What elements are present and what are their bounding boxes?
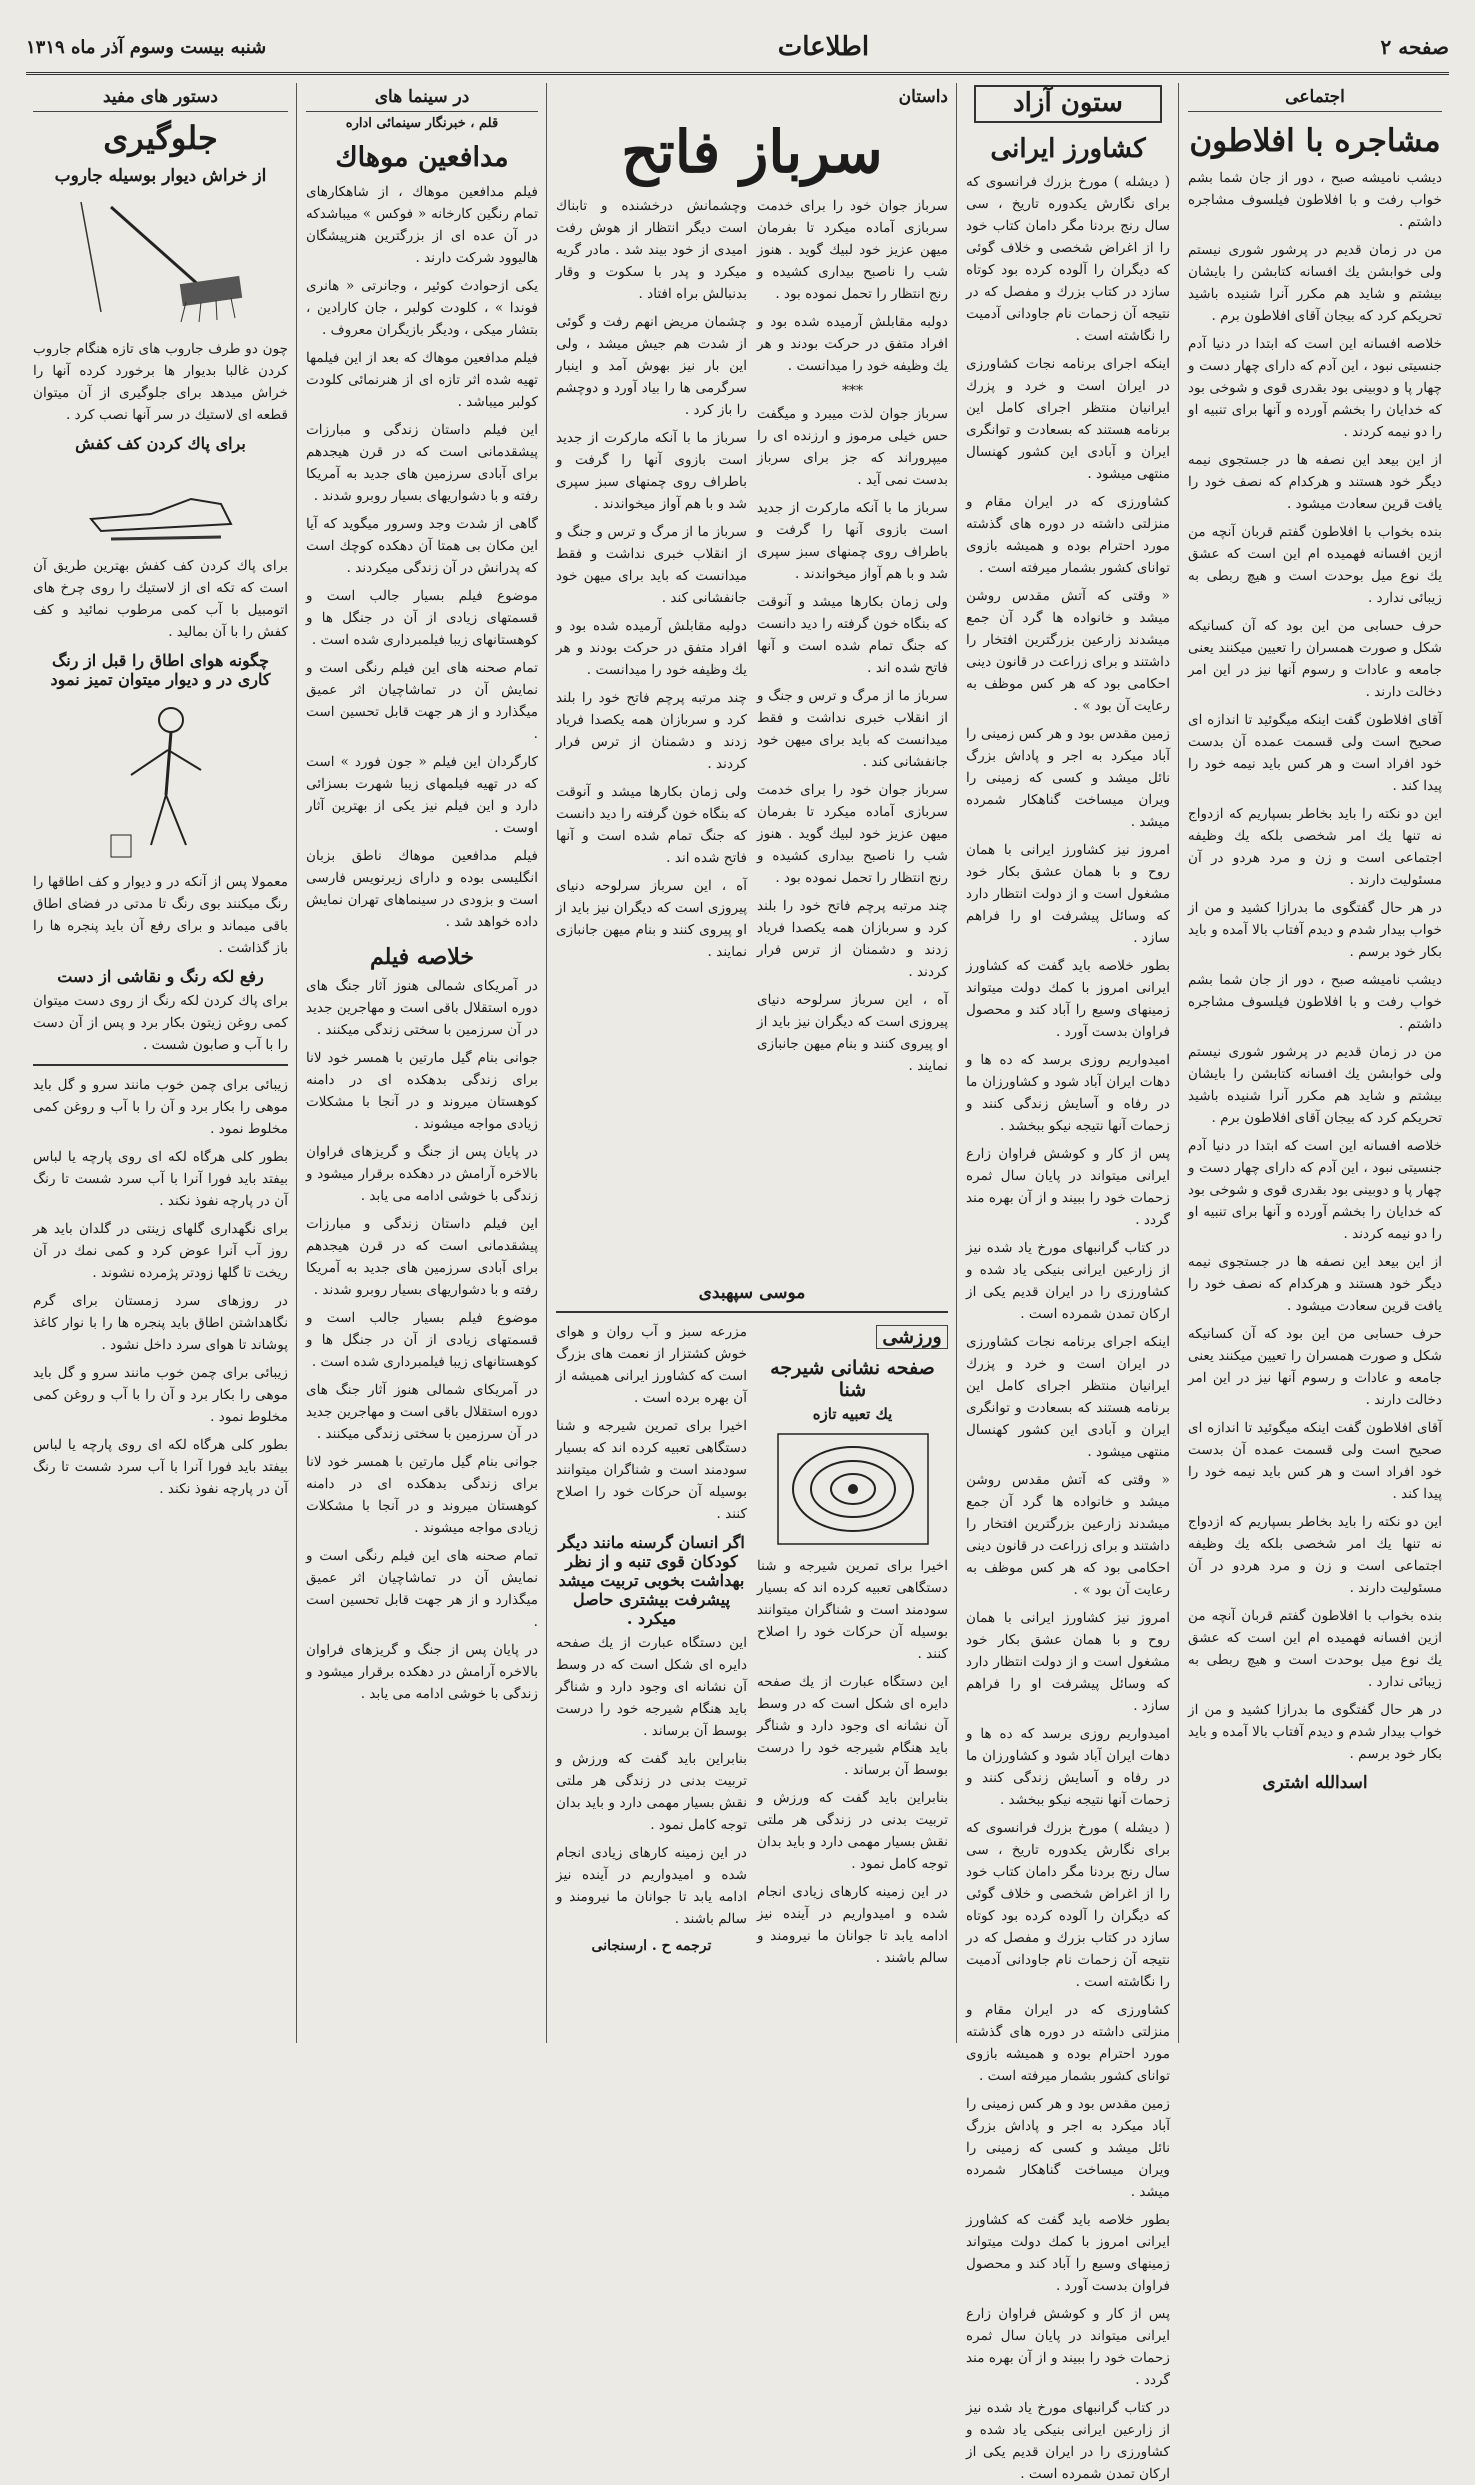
sports-subcolumn [757, 1321, 948, 2021]
article-title: کشاورز ایرانی [990, 133, 1146, 164]
paragraph: من در زمان قدیم در پرشور شوری نیستم ولی خوابشن یك افسانه کتابشن را بایشان بیشتم و شاید هم مکرر آنرا شنیده باشید تحریکم کرد که بیجان آقای افلاطون برم . [1188, 241, 1442, 324]
article-title: مشاجره با افلاطون [1189, 123, 1441, 159]
paragraph: سرباز ما از مرگ و ترس و جنگ و از انقلاب خبری نداشت و فقط میدانست که باید برای میهن خود جانفشانی کند . [757, 687, 948, 770]
paragraph: بطور کلی هرگاه لکه ای روی پارچه یا لباس بیفتد باید فورا آنرا با آب سرد شست تا رنگ آن در پارچه نفوذ نکند . [33, 1149, 288, 1209]
article-subtitle: از خراش دیوار بوسیله جاروب [54, 166, 267, 186]
paragraph: سرباز ما با آنکه مارکرت از جدید است بازوی آنها را گرفت و باطراف روی چمنهای سبز سپری شد و با هم آواز میخواندند . [757, 499, 948, 582]
paragraph: دیشب نامیشه صبح ، دور از جان شما بشم خواب رفت و با افلاطون فیلسوف مشاجره داشتم . [1188, 169, 1442, 230]
column-rule [546, 83, 547, 2043]
sports-subcolumn [556, 1321, 747, 2021]
article-title: مدافعین موهاك [335, 142, 509, 173]
paragraph: تمام صحنه های این فیلم رنگی است و نمایش آن در تماشاچیان اثر عمیق میگذارد و از هر جهت قابل تحسین است . [306, 659, 538, 742]
paragraph: سرباز جوان لذت میبرد و میگفت حس خیلی مرموز و ارزنده ای را میپروراند که جز برای سرباز بدست نمی آید . [757, 405, 948, 488]
paragraph: بنده بخواب با افلاطون گفتم قربان آنچه من ازین افسانه فهمیده ام این است که عشق یك نوع میل بوحدت است و هیچ ربطی به زیبائی ندارد . [1188, 523, 1442, 606]
page-number: صفحه ۲ [1380, 35, 1449, 59]
paragraph: در هر حال گفتگوی ما بدرازا کشید و من از خواب بیدار شدم و دیدم آفتاب بالا آمده و باید بکار خود برسم . [1188, 899, 1442, 960]
paragraph: این دستگاه عبارت از یك صفحه دایره ای شکل است که در وسط آن نشانه ای وجود دارد و شناگر باید هنگام شیرجه خود را درست بوسط آن برساند . [757, 1673, 948, 1778]
paragraph: در کتاب گرانبهای مورخ یاد شده نیز از زارعین ایرانی بنیکی یاد شده و کشاورزی را در ایران قدیم یکی از ارکان تمدن شمرده است . [966, 1240, 1170, 1323]
paragraph: چشمان مریض انهم رفت و گوئی از شدت هم جیش میشد ، ولی این بار نیز بهوش آمد و اینبار سرگرمی ها را بیاد آورد و دوچشم را باز کرد . [556, 313, 747, 418]
broom-illustration [61, 192, 261, 332]
paragraph: سرباز ما از مرگ و ترس و جنگ و از انقلاب خبری نداشت و فقط میدانست که باید برای میهن خود جانفشانی کند . [556, 523, 747, 606]
paragraph: در آمریکای شمالی هنوز آثار جنگ های دوره استقلال باقی است و مهاجرین جدید در آن سرزمین با سختی زندگی میکنند . [306, 978, 538, 1039]
paragraph: ( دیشله ) مورخ بزرك فرانسوی که برای نگارش یکدوره تاریخ ، سی سال رنج بردنا مگر دامان کتاب خود را از اغراض شخصی و خلاف گوئی که دیگران را آلوده کرده بود کوتاه سازد در کتاب بزرك و مفصل که در نتیجه آن زحمات نام جاودانی آدمیت را نگاشته است . [966, 174, 1170, 345]
column-social [1181, 83, 1449, 2043]
column-useful-tips [26, 83, 295, 2043]
section-label: اجتماعی [1188, 83, 1442, 112]
sports-banner: ورزشی [876, 1325, 948, 1349]
sports-title: صفحه نشانی شیرجه شنا [770, 1356, 935, 1401]
paragraph: جوانی بنام گیل مارتین با همسر خود لانا برای زندگی بدهکده ای در دامنه کوهستان میروند و در آنجا با مشکلات زیادی مواجه میشوند . [306, 1454, 538, 1537]
story-body [556, 195, 948, 1275]
paragraph: این فیلم داستان زندگی و مبارزات پیشقدمانی است که در قرن هیجدهم برای آبادی سرزمین های جدید به آمریکا رفته و با دشواریهای بسیار روبرو شدند . [306, 1216, 538, 1299]
column-story [549, 83, 955, 2043]
paragraph: من در زمان قدیم در پرشور شوری نیستم ولی خوابشن یك افسانه کتابشن را بایشان بیشتم و شاید هم مکرر آنرا شنیده باشید تحریکم کرد که بیجان آقای افلاطون برم . [1188, 1043, 1442, 1126]
paragraph: در این زمینه کارهای زیادی انجام شده و امیدواریم در آینده نیز ادامه یابد تا جوانان ما نیرومند و سالم باشند . [757, 1883, 948, 1966]
paragraph: بطور کلی هرگاه لکه ای روی پارچه یا لباس بیفتد باید فورا آنرا با آب سرد شست تا رنگ آن در پارچه نفوذ نکند . [33, 1437, 288, 1497]
paragraph: آقای افلاطون گفت اینکه میگوئید تا اندازه ای صحیح است ولی قسمت عمده آن بدست خود افراد است و هر کس باید نیمه خود را پیدا کند . [1188, 1419, 1442, 1502]
paragraph: بنابراین باید گفت که ورزش و تربیت بدنی در زندگی هر ملتی نقش بسیار مهمی دارد و باید بدان توجه کامل نمود . [757, 1789, 948, 1872]
paragraph: چون دو طرف جاروب های تازه هنگام جاروب کردن غالبا بدیوار ها برخورد کرده آنها را خراش میدهد برای جلوگیری از آن میتوان قطعه ای لاستیك در سر آنها نصب کرد . [33, 341, 288, 423]
painter-illustration [71, 695, 251, 865]
paragraph: امیدواریم روزی برسد که ده ها و دهات ایران آباد شود و کشاورزان ما در رفاه و آسایش زندگی کنند و زحمات آنها نتیجه نیکو ببخشد . [966, 1052, 1170, 1135]
paragraph: در هر حال گفتگوی ما بدرازا کشید و من از خواب بیدار شدم و دیدم آفتاب بالا آمده و باید بکار خود برسم . [1188, 1701, 1442, 1762]
sports-subtitle: یك تعبیه تازه [812, 1404, 893, 1423]
paragraph: برای نگهداری گلهای زینتی در گلدان باید هر روز آب آنرا عوض کرد و کمی نمك در آن ریخت تا گلها زودتر پژمرده نشوند . [33, 1221, 288, 1281]
paragraph: امروز نیز کشاورز ایرانی با همان روح و با همان عشق بکار خود مشغول است و از دولت انتظار دارد که وسائل پیشرفت او را فراهم سازد . [966, 1610, 1170, 1715]
sports-section [556, 1321, 948, 2021]
paragraph: کشاورزی که در ایران مقام و منزلتی داشته در دوره های گذشته مورد احترام بوده و همیشه بازوی توانای کشور بشمار میرفته است . [966, 2002, 1170, 2085]
paragraph: پس از کار و کوشش فراوان زارع ایرانی میتواند در پایان سال ثمره زحمات خود را ببیند و از آن بهره مند گردد . [966, 1146, 1170, 1229]
paragraph: مزرعه سبز و آب روان و هوای خوش کشتزار از نعمت های بزرگ است که کشاورز ایرانی همیشه از آن بهره برده است . [556, 1323, 747, 1406]
tip-heading: برای پاك کردن کف کفش [75, 434, 246, 453]
diving-target-illustration [768, 1429, 938, 1549]
paragraph: « وقتی که آتش مقدس روشن میشد و خانواده ها گرد آن جمع میشدند زارعین بزرگترین افتخار را داشتند و برای زراعت در قانون دینی احکامی بود که هر کس موظف به رعایت آن بود » . [966, 1472, 1170, 1599]
paragraph: چند مرتبه پرچم فاتح خود را بلند کرد و سربازان همه یکصدا فریاد زدند و دشمنان از ترس فرار کردند . [556, 689, 747, 772]
section-label: در سینما های [306, 83, 538, 112]
paragraph: سرباز ما با آنکه مارکرت از جدید است بازوی آنها را گرفت و باطراف روی چمنهای سبز سپری شد و با هم آواز میخواندند . [556, 429, 747, 512]
paragraph: ( دیشله ) مورخ بزرك فرانسوی که برای نگارش یکدوره تاریخ ، سی سال رنج بردنا مگر دامان کتاب خود را از اغراض شخصی و خلاف گوئی که دیگران را آلوده کرده بود کوتاه سازد در کتاب بزرك و مفصل که در نتیجه آن زحمات نام جاودانی آدمیت را نگاشته است . [966, 1820, 1170, 1991]
paragraph: زمین مقدس بود و هر کس زمینی را آباد میکرد به اجر و پاداش بزرگ نائل میشد و کسی که زمینی را ویران میساخت گناهکار شمرده میشد . [966, 2096, 1170, 2201]
paragraph: فیلم مدافعین موهاك ناطق بزبان انگلیسی بوده و دارای زیرنویس فارسی است و بزودی در سینماهای تهران نمایش داده خواهد شد . [306, 847, 538, 930]
paragraph: حرف حسابی من این بود که آن کسانیکه شکل و صورت همسران را تعیین میکنند یعنی جامعه و عادات و رسوم آنها نیز در این امر دخالت دارند . [1188, 617, 1442, 700]
paragraph: حرف حسابی من این بود که آن کسانیکه شکل و صورت همسران را تعیین میکنند یعنی جامعه و عادات و رسوم آنها نیز در این امر دخالت دارند . [1188, 1325, 1442, 1408]
article-title: سرباز فاتح [621, 118, 883, 186]
paragraph: سرباز جوان خود را برای خدمت سربازی آماده میکرد تا بفرمان میهن عزیز خود لبیك گوید . هنوز شب را ناصبح بیداری کشیده و رنج انتظار را تحمل نموده بود . [757, 197, 948, 302]
paragraph: آه ، این سرباز سرلوحه دنیای پیروزی است که دیگران نیز باید از او پیروی کنند و بنام میهن جانبازی نمایند . [556, 877, 747, 960]
paragraph: اینکه اجرای برنامه نجات کشاورزی در ایران است و خرد و پزرك ایرانیان منتظر اجرای کامل این برنامه هستند که بسعادت و توانگری ایران و آبادی این کشور کهنسال منتهی میشود . [966, 356, 1170, 483]
article-title: جلوگیری [103, 119, 218, 157]
paragraph: بطور خلاصه باید گفت که کشاورز ایرانی امروز با کمك دولت میتواند زمینهای وسیع را آباد کند و محصول فراوان بدست آورد . [966, 958, 1170, 1041]
paragraph: دیشب نامیشه صبح ، دور از جان شما بشم خواب رفت و با افلاطون فیلسوف مشاجره داشتم . [1188, 971, 1442, 1032]
paragraph: دولبه مقابلش آرمیده شده بود و افراد متفق در حرکت بودند و هر یك وظیفه خود را میدانست . [757, 313, 948, 374]
tip-heading: چگونه هوای اطاق را قبل از رنگ کاری در و دیوار میتوان تمیز نمود [50, 651, 271, 689]
column-rule [296, 83, 297, 2043]
tip-heading: رفع لکه رنگ و نقاشی از دست [57, 967, 264, 986]
paragraph: اخیرا برای تمرین شیرجه و شنا دستگاهی تعبیه کرده اند که بسیار سودمند است و شناگران میتوانند بوسیله آن حرکات خود را اصلاح کنند . [556, 1417, 747, 1522]
paragraph: در پایان پس از جنگ و گریزهای فراوان بالاخره آرامش در دهکده برقرار میشود و زندگی با خوشی ادامه می یابد . [306, 1642, 538, 1703]
paragraph: زیبائی برای چمن خوب مانند سرو و گل باید موهی را بکار برد و آن را با آب و روغن کمی مخلوط نمود . [33, 1365, 288, 1425]
paragraph: وچشمانش درخشنده و تابناك است دیگر انتظار از هوش رفت امیدی از خود بیند شد . مادر گریه میکرد و پدر با سکوت و وقار بدنبالش براه افتاد . [556, 197, 747, 302]
columns [26, 83, 1449, 2483]
paragraph: موضوع فیلم بسیار جالب است و قسمتهای زیادی از آن در جنگل ها و کوهستانهای زیبا فیلمبرداری شده است . [306, 587, 538, 648]
byline: قلم ، خبرنگار سینمائی اداره [345, 116, 499, 131]
paragraph: از این بیعد این نصفه ها در جستجوی نیمه دیگر خود هستند و هرکدام که نصف خود را یافت قرین سعادت میشود . [1188, 451, 1442, 512]
page-header [26, 30, 1449, 75]
paragraph: یکی ازحوادث کوئیر ، وجانرتی « هانری فوندا » ، کلودت کولبر ، جان کارادین ، بتشار میکی ، ودیگر بازیگران معروف . [306, 277, 538, 338]
paragraph: اینکه اجرای برنامه نجات کشاورزی در ایران است و خرد و پزرك ایرانیان منتظر اجرای کامل این برنامه هستند که بسعادت و توانگری ایران و آبادی این کشور کهنسال منتهی میشود . [966, 1334, 1170, 1461]
column-cinema [299, 83, 545, 2043]
paragraph: در پایان پس از جنگ و گریزهای فراوان بالاخره آرامش در دهکده برقرار میشود و زندگی با خوشی ادامه می یابد . [306, 1144, 538, 1205]
author-signature: اسدالله اشتری [1262, 1772, 1368, 1793]
paragraph: جوانی بنام گیل مارتین با همسر خود لانا برای زندگی بدهکده ای در دامنه کوهستان میروند و در آنجا با مشکلات زیادی مواجه میشوند . [306, 1050, 538, 1133]
film-summary-heading: خلاصه فیلم [370, 943, 474, 970]
sports-headline: اگر انسان گرسنه مانند دیگر کودکان قوی تنبه و از نظر بهداشت بخوبی تربیت میشد پیشرفت بیشتری حاصل میکرد . [558, 1532, 745, 1628]
paragraph: خلاصه افسانه این است که ابتدا در دنیا آدم جنسیتی نبود ، این آدم که دارای چهار دست و چهار پا و دوبینی بود بقدری قوی و شوخی بود که خدایان را بخشم آورده و آنها برای تنبیه او را دو نیمه کردند . [1188, 1137, 1442, 1242]
column-free-opinion [959, 83, 1177, 2483]
paragraph: کشاورزی که در ایران مقام و منزلتی داشته در دوره های گذشته مورد احترام بوده و همیشه بازوی توانای کشور بشمار میرفته است . [966, 494, 1170, 577]
paragraph: معمولا پس از آنکه در و دیوار و کف اطاقها را رنگ میکنند بوی رنگ تا مدتی در فضای اطاق باقی میماند و برای رفع آن باید پنجره ها را باز گذاشت . [33, 874, 288, 956]
section-label: دستور های مفید [33, 83, 288, 112]
paragraph: امیدواریم روزی برسد که ده ها و دهات ایران آباد شود و کشاورزان ما در رفاه و آسایش زندگی کنند و زحمات آنها نتیجه نیکو ببخشد . [966, 1726, 1170, 1809]
paragraph: در کتاب گرانبهای مورخ یاد شده نیز از زارعین ایرانی بنیکی یاد شده و کشاورزی را در ایران قدیم یکی از ارکان تمدن شمرده است . [966, 2400, 1170, 2483]
story-subcolumn: سرباز جوان خود را برای خدمت سربازی آماده میکرد تا بفرمان میهن عزیز خود لبیك گوید . هنوز شب را ناصبح بیداری کشیده و رنج انتظار را تحمل نموده بود . دولبه مقابلش آرمیده شده بود و افراد متفق در حرکت بودند و هر یك وظیفه خود را میدانست . *** سرباز جوان لذت میبرد و میگفت حس خیلی مرموز و ارزنده ای را میپروراند که جز برای سرباز بدست نمی آید . سرباز ما با آنکه مارکرت از جدید است بازوی آنها را گرفت و باطراف روی چمنهای سبز سپری شد و با هم آواز میخواندند . ولی زمان بکارها میشد و آنوقت که بنگاه خون گرفته را دید دانست که جنگ تمام شده است و آنها فاتح شده اند . سرباز ما از مرگ و ترس و جنگ و از انقلاب خبری نداشت و فقط میدانست که باید برای میهن خود جانفشانی کند . سرباز جوان خود را برای خدمت سربازی آماده میکرد تا بفرمان میهن عزیز خود لبیك گوید . هنوز شب را ناصبح بیداری کشیده و رنج انتظار را تحمل نموده بود . چند مرتبه پرچم فاتح خود را بلند کرد و سربازان همه یکصدا فریاد زدند و دشمنان از ترس فرار کردند . آه ، این سرباز سرلوحه دنیای پیروزی است که دیگران نیز باید از او پیروی کنند و بنام میهن جانبازی نمایند . [757, 195, 948, 1275]
paragraph: در این زمینه کارهای زیادی انجام شده و امیدواریم در آینده نیز ادامه یابد تا جوانان ما نیرومند و سالم باشند . [556, 1844, 747, 1927]
issue-date: شنبه بیست وسوم آذر ماه ۱۳۱۹ [26, 36, 267, 58]
paragraph: دولبه مقابلش آرمیده شده بود و افراد متفق در حرکت بودند و هر یك وظیفه خود را میدانست . [556, 617, 747, 678]
paragraph: برای پاك کردن کف کفش بهترین طریق آن است که تکه ای از لاستیك را روی چرخ های اتومبیل با آب کمی مرطوب نمائید و کف کفش را با آن بمالید . [33, 558, 288, 640]
paragraph: بطور خلاصه باید گفت که کشاورز ایرانی امروز با کمك دولت میتواند زمینهای وسیع را آباد کند و محصول فراوان بدست آورد . [966, 2212, 1170, 2295]
paragraph: امروز نیز کشاورز ایرانی با همان روح و با همان عشق بکار خود مشغول است و از دولت انتظار دارد که وسائل پیشرفت او را فراهم سازد . [966, 842, 1170, 947]
paragraph: زیبائی برای چمن خوب مانند سرو و گل باید موهی را بکار برد و آن را با آب و روغن کمی مخلوط نمود . [33, 1077, 288, 1137]
column-rule [1178, 83, 1179, 2043]
section-banner: ستون آزاد [974, 85, 1162, 123]
paragraph: زمین مقدس بود و هر کس زمینی را آباد میکرد به اجر و پاداش بزرگ نائل میشد و کسی که زمینی را ویران میساخت گناهکار شمرده میشد . [966, 726, 1170, 831]
paragraph: این دو نکته را باید بخاطر بسپاریم که ازدواج نه تنها یك امر شخصی بلکه یك وظیفه اجتماعی است و زن و مرد هردو در آن مسئولیت دارند . [1188, 805, 1442, 888]
paragraph: کارگردان این فیلم « جون فورد » است که در تهیه فیلمهای زیبا شهرت بسزائی دارد و این فیلم نیز یکی از بهترین آثار اوست . [306, 753, 538, 836]
paragraph: اخیرا برای تمرین شیرجه و شنا دستگاهی تعبیه کرده اند که بسیار سودمند است و شناگران میتوانند بوسیله آن حرکات خود را اصلاح کنند . [757, 1557, 948, 1662]
shoe-cleaning-illustration [71, 459, 251, 549]
paragraph: در آمریکای شمالی هنوز آثار جنگ های دوره استقلال باقی است و مهاجرین جدید در آن سرزمین با سختی زندگی میکنند . [306, 1382, 538, 1443]
paragraph: چند مرتبه پرچم فاتح خود را بلند کرد و سربازان همه یکصدا فریاد زدند و دشمنان از ترس فرار کردند . [757, 897, 948, 980]
paragraph: تمام صحنه های این فیلم رنگی است و نمایش آن در تماشاچیان اثر عمیق میگذارد و از هر جهت قابل تحسین است . [306, 1548, 538, 1631]
column-rule [956, 83, 957, 2043]
section-label: داستان [898, 87, 948, 107]
paragraph: آقای افلاطون گفت اینکه میگوئید تا اندازه ای صحیح است ولی قسمت عمده آن بدست خود افراد است و هر کس باید نیمه خود را پیدا کند . [1188, 711, 1442, 794]
story-subcolumn [556, 195, 747, 1275]
paragraph: این دو نکته را باید بخاطر بسپاریم که ازدواج نه تنها یك امر شخصی بلکه یك وظیفه اجتماعی است و زن و مرد هردو در آن مسئولیت دارند . [1188, 1513, 1442, 1596]
paragraph: بنابراین باید گفت که ورزش و تربیت بدنی در زندگی هر ملتی نقش بسیار مهمی دارد و باید بدان توجه کامل نمود . [556, 1750, 747, 1833]
paragraph: در روزهای سرد زمستان برای گرم نگاهداشتن اطاق باید پنجره ها را با نوار کاغذ پوشاند تا هوای سرد داخل نشود . [33, 1293, 288, 1353]
paragraph: سرباز جوان خود را برای خدمت سربازی آماده میکرد تا بفرمان میهن عزیز خود لبیك گوید . هنوز شب را ناصبح بیداری کشیده و رنج انتظار را تحمل نموده بود . [757, 781, 948, 886]
paragraph: برای پاك کردن لکه رنگ از روی دست میتوان کمی روغن زیتون بکار برد و پس از آن دست را با آب و صابون شست . [33, 993, 288, 1053]
paragraph: این دستگاه عبارت از یك صفحه دایره ای شکل است که در وسط آن نشانه ای وجود دارد و شناگر باید هنگام شیرجه خود را درست بوسط آن برساند . [556, 1634, 747, 1739]
paragraph: فیلم مدافعین موهاك که بعد از این فیلمها تهیه شده اثر تازه ای از هنرنمائی کلودت کولبر میباشد . [306, 349, 538, 410]
translator-signature: ترجمه ح . ارسنجانی [591, 1937, 712, 1954]
paragraph: ولی زمان بکارها میشد و آنوقت که بنگاه خون گرفته را دید دانست که جنگ تمام شده است و آنها فاتح شده اند . [556, 783, 747, 866]
paragraph: آه ، این سرباز سرلوحه دنیای پیروزی است که دیگران نیز باید از او پیروی کنند و بنام میهن جانبازی نمایند . [757, 991, 948, 1074]
paragraph: فیلم مدافعین موهاك ، از شاهکارهای تمام رنگین کارخانه « فوکس » میباشدکه در آن عده ای از بزرگترین هنرپیشگان هالیوود شرکت دارند . [306, 183, 538, 266]
paragraph: این فیلم داستان زندگی و مبارزات پیشقدمانی است که در قرن هیجدهم برای آبادی سرزمین های جدید به آمریکا رفته و با دشواریهای بسیار روبرو شدند . [306, 421, 538, 504]
paragraph: بنده بخواب با افلاطون گفتم قربان آنچه من ازین افسانه فهمیده ام این است که عشق یك نوع میل بوحدت است و هیچ ربطی به زیبائی ندارد . [1188, 1607, 1442, 1690]
paragraph: گاهی از شدت وجد وسرور میگوید که آیا این مکان بی همتا آن دهکده کوچك است که پدرانش در آن زندگی میکردند . [306, 515, 538, 576]
paragraph: خلاصه افسانه این است که ابتدا در دنیا آدم جنسیتی نبود ، این آدم که دارای چهار دست و چهار پا و دوبینی بود بقدری قوی و شوخی بود که خدایان را بخشم آورده و آنها برای تنبیه او را دو نیمه کردند . [1188, 335, 1442, 440]
author-signature: موسی سپهبدی [698, 1282, 806, 1303]
paragraph: ولی زمان بکارها میشد و آنوقت که بنگاه خون گرفته را دید دانست که جنگ تمام شده است و آنها فاتح شده اند . [757, 593, 948, 676]
masthead: اطلاعات [777, 32, 870, 62]
paragraph: از این بیعد این نصفه ها در جستجوی نیمه دیگر خود هستند و هرکدام که نصف خود را یافت قرین سعادت میشود . [1188, 1253, 1442, 1314]
paragraph: « وقتی که آتش مقدس روشن میشد و خانواده ها گرد آن جمع میشدند زارعین بزرگترین افتخار را داشتند و برای زراعت در قانون دینی احکامی بود که هر کس موظف به رعایت آن بود » . [966, 588, 1170, 715]
paragraph: موضوع فیلم بسیار جالب است و قسمتهای زیادی از آن در جنگل ها و کوهستانهای زیبا فیلمبرداری شده است . [306, 1310, 538, 1371]
paragraph: پس از کار و کوشش فراوان زارع ایرانی میتواند در پایان سال ثمره زحمات خود را ببیند و از آن بهره مند گردد . [966, 2306, 1170, 2389]
